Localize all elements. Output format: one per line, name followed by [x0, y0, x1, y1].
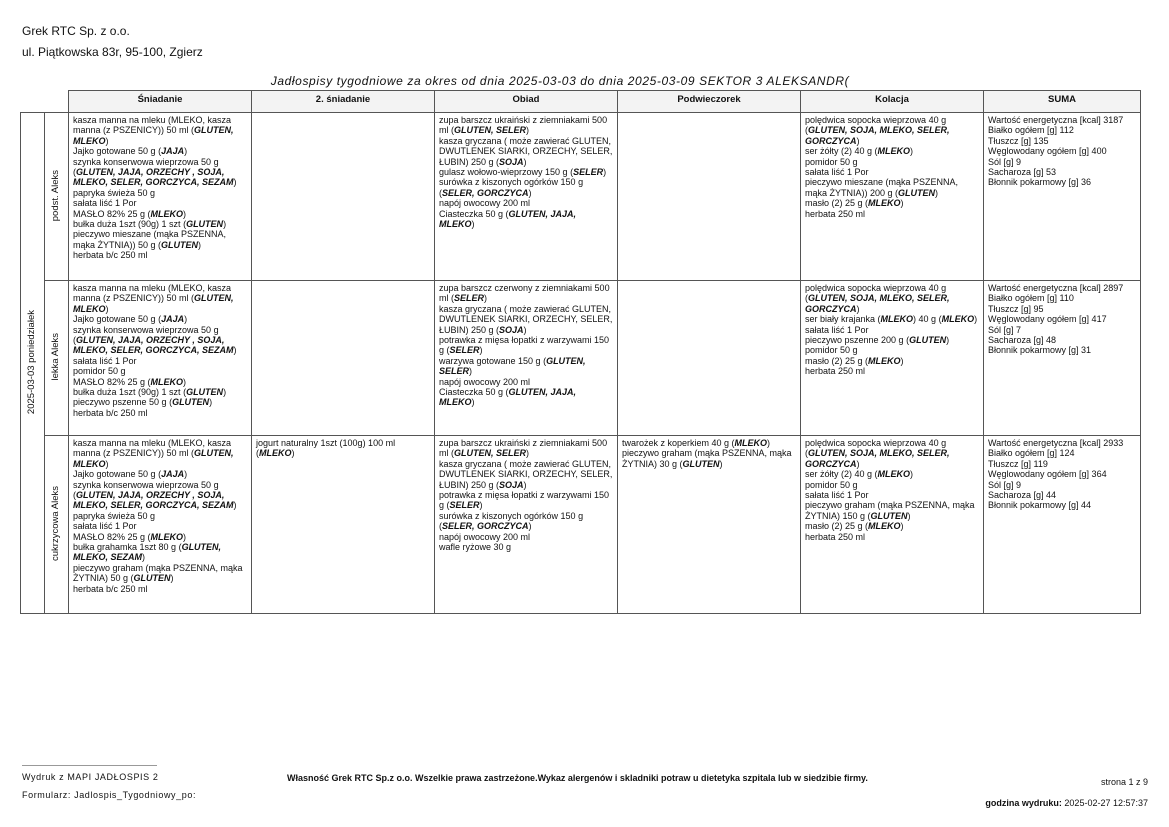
menu-item: herbata b/c 250 ml — [73, 407, 148, 418]
menu-item: potrawka z mięsa łopatki z warzywami 150 g (SELER) — [439, 490, 610, 511]
menu-item: polędwica sopocka wieprzowa 40 g (GLUTEN, SOJA, MLEKO, SELER, GORCZYCA) — [805, 115, 950, 146]
column-header-dinner: Kolacja — [801, 91, 984, 113]
menu-item: pieczywo pszenne 200 g (GLUTEN) — [805, 335, 950, 346]
cell-afternoon-snack — [618, 113, 801, 281]
menu-item: gulasz wołowo-wieprzowy 150 g (SELER) — [439, 167, 607, 178]
diet-row — [21, 436, 1141, 614]
menu-item: herbata 250 ml — [805, 208, 866, 219]
nutrition-line: Sól [g] 9 — [988, 156, 1022, 167]
menu-table — [20, 90, 1141, 614]
company-name: Grek RTC Sp. z o.o. — [22, 24, 130, 38]
nutrition-line: Białko ogółem [g] 110 — [988, 293, 1074, 304]
column-header-afternoon-snack: Podwieczorek — [618, 91, 801, 113]
menu-item: potrawka z mięsa łopatki z warzywami 150 g (SELER) — [439, 335, 610, 356]
footer-left — [22, 768, 196, 804]
diet-name-cell — [45, 113, 69, 281]
page-number: strona 1 z 9 — [1100, 777, 1148, 787]
menu-item: MASŁO 82% 25 g (MLEKO) — [73, 376, 187, 387]
menu-item: kasza gryczana ( może zawierać GLUTEN, DWUTLENEK SIARKI, ORZECHY, SELER, ŁUBIN) 250 g (SOJA) — [439, 458, 613, 490]
menu-item: ser żółty (2) 40 g (MLEKO) — [805, 469, 914, 480]
menu-item: MASŁO 82% 25 g (MLEKO) — [73, 208, 187, 219]
menu-item: bułka grahamka 1szt 80 g (GLUTEN, MLEKO, SEZAM) — [73, 542, 222, 563]
menu-item: Jajko gotowane 50 g (JAJA) — [73, 146, 188, 157]
header-blank — [21, 91, 45, 113]
menu-item: zupa barszcz ukraiński z ziemniakami 500 ml (GLUTEN, SELER) — [439, 438, 608, 459]
cell-sum — [984, 281, 1141, 436]
diet-name-cell — [45, 436, 69, 614]
menu-item: sałata liść 1 Por — [805, 167, 869, 178]
menu-item: Ciasteczka 50 g (GLUTEN, JAJA, MLEKO) — [439, 387, 577, 408]
menu-item: zupa barszcz czerwony z ziemniakami 500 ml (SELER) — [439, 283, 610, 304]
cell-lunch — [435, 281, 618, 436]
cell-afternoon-snack — [618, 281, 801, 436]
menu-item: pomidor 50 g — [805, 479, 858, 490]
header-blank — [45, 91, 69, 113]
nutrition-line: Błonnik pokarmowy [g] 31 — [988, 345, 1092, 356]
cell-breakfast — [69, 113, 252, 281]
footer-copyright: Własność Grek RTC Sp.z o.o. Wszelkie prawa zastrzeżone.Wykaz alergenów i skladniki potraw u dietetyka szpitala lub w siedzibie firmy. — [287, 773, 868, 783]
cell-dinner — [801, 436, 984, 614]
menu-item: masło (2) 25 g (MLEKO) — [805, 355, 904, 366]
nutrition-line: Wartość energetyczna [kcal] 3187 — [988, 115, 1124, 125]
menu-item: napój owocowy 200 ml — [439, 376, 531, 387]
cell-dinner — [801, 281, 984, 436]
cell-second-breakfast — [252, 281, 435, 436]
menu-item: sałata liść 1 Por — [73, 198, 137, 209]
menu-item: masło (2) 25 g (MLEKO) — [805, 521, 904, 532]
menu-item: polędwica sopocka wieprzowa 40 g (GLUTEN, SOJA, MLEKO, SELER, GORCZYCA) — [805, 438, 950, 469]
nutrition-line: Węglowodany ogółem [g] 417 — [988, 314, 1107, 325]
cell-dinner — [801, 113, 984, 281]
print-time-label: godzina wydruku: — [985, 798, 1062, 808]
menu-item: pomidor 50 g — [805, 345, 858, 356]
footer-right — [985, 772, 1148, 814]
menu-item: herbata b/c 250 ml — [73, 583, 148, 594]
menu-item: pieczywo graham (mąka PSZENNA, mąka ŻYTNIA) 50 g (GLUTEN) — [73, 562, 243, 584]
cell-second-breakfast — [252, 113, 435, 281]
nutrition-line: Sól [g] 9 — [988, 479, 1022, 490]
menu-item: pieczywo pszenne 50 g (GLUTEN) — [73, 397, 213, 408]
cell-sum — [984, 113, 1141, 281]
date-cell — [21, 113, 45, 614]
diet-name-cell — [45, 281, 69, 436]
menu-item: pieczywo mieszane (mąka PSZENNA, mąka ŻYTNIA)) 200 g (GLUTEN) — [805, 177, 959, 198]
nutrition-line: Tłuszcz [g] 135 — [988, 135, 1049, 146]
nutrition-line: Wartość energetyczna [kcal] 2933 — [988, 438, 1124, 448]
menu-item: szynka konserwowa wieprzowa 50 g (GLUTEN, JAJA, ORZECHY , SOJA, MLEKO, SELER, GORCZYCA, SEZAM) — [73, 479, 237, 511]
menu-item: herbata b/c 250 ml — [73, 250, 148, 261]
nutrition-line: Białko ogółem [g] 112 — [988, 125, 1074, 136]
menu-item: Jajko gotowane 50 g (JAJA) — [73, 314, 188, 325]
nutrition-line: Węglowodany ogółem [g] 400 — [988, 146, 1107, 157]
menu-item: pomidor 50 g — [73, 366, 126, 377]
nutrition-line: Węglowodany ogółem [g] 364 — [988, 469, 1107, 480]
menu-item: pieczywo graham (mąka PSZENNA, mąka ŻYTNIA) 30 g (GLUTEN) — [622, 448, 792, 469]
menu-item: kasza manna na mleku (MLEKO, kasza manna (z PSZENICY)) 50 ml (GLUTEN, MLEKO) — [73, 438, 234, 469]
menu-item: kasza gryczana ( może zawierać GLUTEN, DWUTLENEK SIARKI, ORZECHY, SELER, ŁUBIN) 250 g (SOJA) — [439, 303, 613, 335]
cell-breakfast — [69, 281, 252, 436]
column-header-lunch: Obiad — [435, 91, 618, 113]
menu-item: napój owocowy 200 ml — [439, 531, 531, 542]
menu-item: surówka z kiszonych ogórków 150 g (SELER, GORCZYCA) — [439, 510, 584, 532]
nutrition-line: Wartość energetyczna [kcal] 2897 — [988, 283, 1124, 293]
menu-item: bułka duża 1szt (90g) 1 szt (GLUTEN) — [73, 219, 227, 230]
cell-lunch — [435, 436, 618, 614]
nutrition-line: Błonnik pokarmowy [g] 36 — [988, 177, 1092, 188]
cell-second-breakfast — [252, 436, 435, 614]
menu-item: sałata liść 1 Por — [73, 355, 137, 366]
menu-item: kasza gryczana ( może zawierać GLUTEN, DWUTLENEK SIARKI, ORZECHY, SELER, ŁUBIN) 250 g (SOJA) — [439, 135, 613, 167]
diet-name: cukrzycowa Aleks — [50, 485, 62, 561]
company-info — [22, 24, 203, 66]
column-header-second-breakfast: 2. śniadanie — [252, 91, 435, 113]
cell-sum — [984, 436, 1141, 614]
diet-name: lekka Aleks — [50, 333, 62, 381]
menu-item: kasza manna na mleku (MLEKO, kasza manna (z PSZENICY)) 50 ml (GLUTEN, MLEKO) — [73, 115, 234, 146]
menu-item: ser żółty (2) 40 g (MLEKO) — [805, 146, 914, 157]
menu-item: herbata 250 ml — [805, 531, 866, 542]
menu-item: papryka świeża 50 g — [73, 510, 156, 521]
menu-item: Ciasteczka 50 g (GLUTEN, JAJA, MLEKO) — [439, 208, 577, 230]
menu-item: jogurt naturalny 1szt (100g) 100 ml (MLEKO) — [256, 438, 396, 459]
menu-item: polędwica sopocka wieprzowa 40 g (GLUTEN, SOJA, MLEKO, SELER, GORCZYCA) — [805, 283, 950, 314]
nutrition-line: Sacharoza [g] 53 — [988, 167, 1057, 178]
menu-item: sałata liść 1 Por — [805, 490, 869, 501]
column-header-breakfast: Śniadanie — [69, 91, 252, 113]
menu-item: napój owocowy 200 ml — [439, 198, 531, 209]
document-title: Jadłospisy tygodniowe za okres od dnia 2025-03-03 do dnia 2025-03-09 SEKTOR 3 ALEKSANDR( — [270, 74, 850, 88]
menu-item: Jajko gotowane 50 g (JAJA) — [73, 469, 188, 480]
menu-item: herbata 250 ml — [805, 366, 866, 377]
cell-lunch — [435, 113, 618, 281]
nutrition-line: Błonnik pokarmowy [g] 44 — [988, 500, 1092, 511]
nutrition-line: Tłuszcz [g] 119 — [988, 458, 1048, 469]
diet-row — [21, 113, 1141, 281]
print-time — [985, 793, 1148, 814]
menu-item: masło (2) 25 g (MLEKO) — [805, 198, 904, 209]
cell-breakfast — [69, 436, 252, 614]
menu-item: pieczywo mieszane (mąka PSZENNA, mąka ŻYTNIA)) 50 g (GLUTEN) — [73, 229, 227, 250]
menu-item: szynka konserwowa wieprzowa 50 g (GLUTEN, JAJA, ORZECHY , SOJA, MLEKO, SELER, GORCZYCA, SEZAM) — [73, 156, 237, 188]
menu-item: ser biały krajanka (MLEKO) 40 g (MLEKO) — [805, 314, 978, 325]
menu-item: pieczywo graham (mąka PSZENNA, mąka ŻYTNIA) 150 g (GLUTEN) — [805, 500, 975, 521]
cell-afternoon-snack — [618, 436, 801, 614]
menu-item: wafle ryżowe 30 g — [439, 542, 512, 553]
diet-row — [21, 281, 1141, 436]
company-address: ul. Piątkowska 83r, 95-100, Zgierz — [22, 45, 203, 59]
menu-item: sałata liść 1 Por — [805, 324, 869, 335]
menu-item: kasza manna na mleku (MLEKO, kasza manna (z PSZENICY)) 50 ml (GLUTEN, MLEKO) — [73, 283, 234, 314]
menu-item: pomidor 50 g — [805, 156, 858, 167]
nutrition-line: Sacharoza [g] 44 — [988, 490, 1057, 501]
date-label: 2025-03-03 poniedziałek — [26, 309, 38, 414]
nutrition-line: Białko ogółem [g] 124 — [988, 448, 1075, 459]
nutrition-line: Sacharoza [g] 48 — [988, 335, 1057, 346]
footer-divider — [22, 765, 157, 766]
footer-form-name: Formularz: Jadlospis_Tygodniowy_po: — [22, 790, 197, 800]
menu-item: zupa barszcz ukraiński z ziemniakami 500 ml (GLUTEN, SELER) — [439, 115, 608, 136]
nutrition-line: Tłuszcz [g] 95 — [988, 303, 1044, 314]
menu-item: twarożek z koperkiem 40 g (MLEKO) — [622, 438, 771, 448]
footer-print-source: Wydruk z MAPI JADŁOSPIS 2 — [22, 772, 159, 782]
menu-item: surówka z kiszonych ogórków 150 g (SELER, GORCZYCA) — [439, 177, 584, 198]
menu-item: szynka konserwowa wieprzowa 50 g (GLUTEN, JAJA, ORZECHY , SOJA, MLEKO, SELER, GORCZYCA, SEZAM) — [73, 324, 237, 356]
header-row — [21, 91, 1141, 113]
menu-item: papryka świeża 50 g — [73, 187, 156, 198]
print-time-value: 2025-02-27 12:57:37 — [1064, 798, 1148, 808]
menu-item: MASŁO 82% 25 g (MLEKO) — [73, 531, 187, 542]
nutrition-line: Sól [g] 7 — [988, 324, 1022, 335]
menu-item: sałata liść 1 Por — [73, 521, 137, 532]
column-header-sum: SUMA — [984, 91, 1141, 113]
menu-item: bułka duża 1szt (90g) 1 szt (GLUTEN) — [73, 387, 227, 398]
diet-name: podst. Aleks — [50, 169, 62, 221]
menu-item: warzywa gotowane 150 g (GLUTEN, SELER) — [439, 355, 586, 377]
